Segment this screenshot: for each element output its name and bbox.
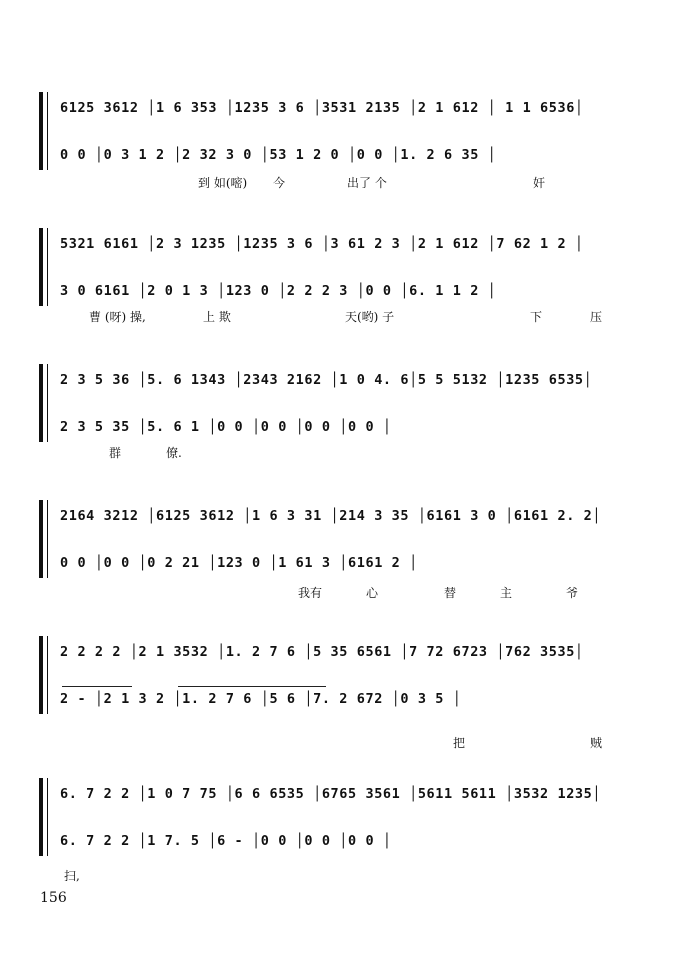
system-bracket xyxy=(39,778,43,856)
lyric: 贼 xyxy=(590,736,603,750)
lyric: 曹 (呀) 操, xyxy=(89,310,146,324)
system-bracket xyxy=(39,500,43,578)
lower-staff-row: 3 0 6161 │2 0 1 3 │123 0 │2 2 2 3 │0 0 │6. 1 1 2 │ xyxy=(60,283,497,299)
lyric: 上 欺 xyxy=(203,310,231,324)
lyric: 出了 个 xyxy=(347,176,387,190)
lower-staff-row: 2 3 5 35 │5. 6 1 │0 0 │0 0 │0 0 │0 0 │ xyxy=(60,419,392,435)
lyric: 今 xyxy=(273,176,286,190)
tie-line xyxy=(62,686,132,687)
lyric: 我有 xyxy=(298,586,323,600)
lyric: 替 xyxy=(444,586,457,600)
lower-staff-row: 0 0 │0 3 1 2 │2 32 3 0 │53 1 2 0 │0 0 │1. 2 6 35 │ xyxy=(60,147,497,163)
upper-staff-row: 6125 3612 │1 6 353 │1235 3 6 │3531 2135 │2 1 612 │ 1 1 6536│ xyxy=(60,100,584,116)
score-system-6 xyxy=(0,772,690,883)
system-bracket-line xyxy=(47,364,48,442)
system-bracket xyxy=(39,228,43,306)
system-bracket-line xyxy=(47,92,48,170)
system-bracket-line xyxy=(47,636,48,714)
lyric: 压 xyxy=(590,310,603,324)
score-system-2 xyxy=(0,222,690,322)
lyric: 僚. xyxy=(166,446,182,460)
system-bracket xyxy=(39,636,43,714)
score-system-3 xyxy=(0,358,690,458)
tie-line xyxy=(178,686,326,687)
score-system-1 xyxy=(0,86,690,190)
system-bracket-line xyxy=(47,228,48,306)
lyric: 到 如(嘧) xyxy=(198,176,248,190)
upper-staff-row: 2 3 5 36 │5. 6 1343 │2343 2162 │1 0 4. 6│5 5 5132 │1235 6535│ xyxy=(60,372,593,388)
lyric: 下 xyxy=(530,310,543,324)
lyric: 心 xyxy=(366,586,379,600)
lyric: 奸 xyxy=(533,176,546,190)
lyric: 群 xyxy=(109,446,122,460)
page-number: 156 xyxy=(40,890,67,906)
upper-staff-row: 2164 3212 │6125 3612 │1 6 3 31 │214 3 35 │6161 3 0 │6161 2. 2│ xyxy=(60,508,602,524)
system-bracket xyxy=(39,364,43,442)
lower-staff-row: 0 0 │0 0 │0 2 21 │123 0 │1 61 3 │6161 2 │ xyxy=(60,555,418,571)
upper-staff-row: 6. 7 2 2 │1 0 7 75 │6 6 6535 │6765 3561 │5611 5611 │3532 1235│ xyxy=(60,786,602,802)
system-bracket-line xyxy=(47,778,48,856)
score-system-4 xyxy=(0,494,690,600)
score-system-5 xyxy=(0,630,690,750)
lyric: 扫, xyxy=(64,869,80,883)
upper-staff-row: 5321 6161 │2 3 1235 │1235 3 6 │3 61 2 3 │2 1 612 │7 62 1 2 │ xyxy=(60,236,584,252)
lyric: 主 xyxy=(500,586,513,600)
upper-staff-row: 2 2 2 2 │2 1 3532 │1. 2 7 6 │5 35 6561 │7 72 6723 │762 3535│ xyxy=(60,644,584,660)
lower-staff-row: 6. 7 2 2 │1 7. 5 │6 - │0 0 │0 0 │0 0 │ xyxy=(60,833,392,849)
system-bracket-line xyxy=(47,500,48,578)
lyric: 天(哟) 子 xyxy=(345,310,395,324)
lyric: 爷 xyxy=(566,586,579,600)
lower-staff-row: 2 - │2 1 3 2 │1. 2 7 6 │5 6 │7. 2 672 │0 3 5 │ xyxy=(60,691,462,707)
system-bracket xyxy=(39,92,43,170)
lyric: 把 xyxy=(453,736,466,750)
